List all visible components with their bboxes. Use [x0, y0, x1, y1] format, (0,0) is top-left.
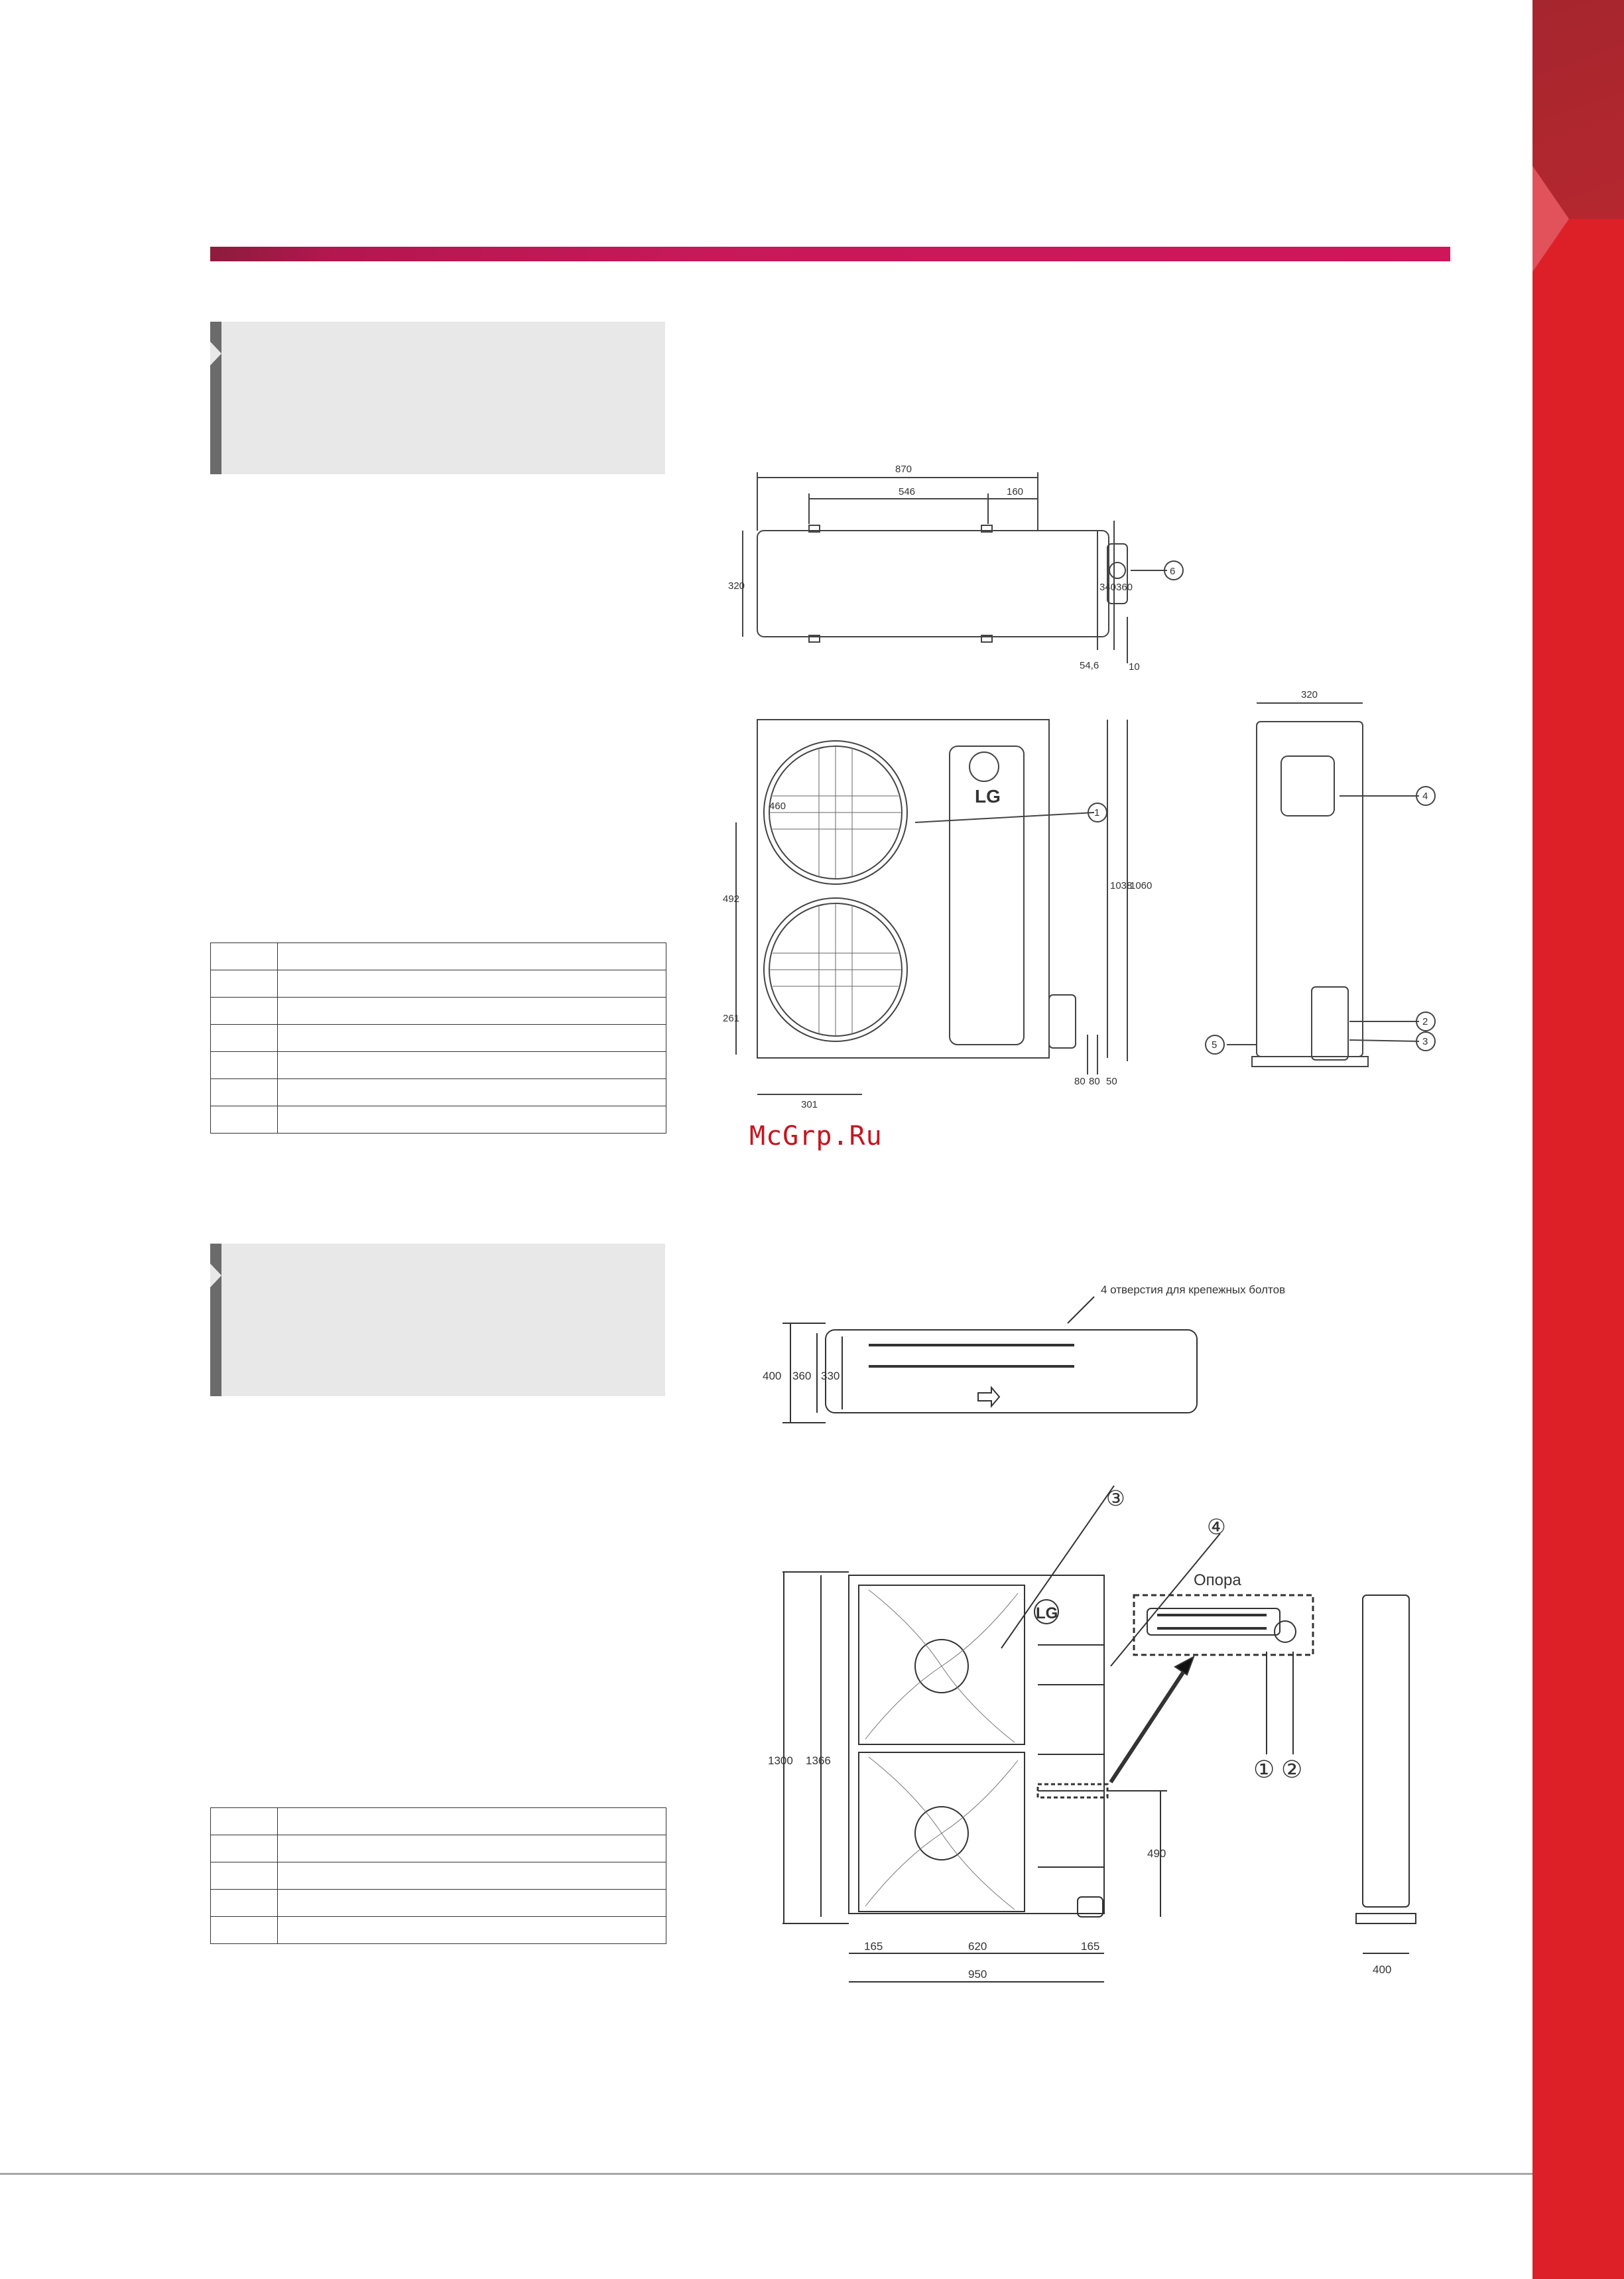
- side-panel-triangle: [1532, 166, 1569, 272]
- dim-340: 340: [1099, 582, 1117, 593]
- dim-460: 460: [769, 801, 786, 812]
- callout-3-label: 3: [1422, 1036, 1428, 1047]
- table-row: [211, 1890, 666, 1917]
- dim-330-top: 330: [821, 1370, 840, 1382]
- dim-50: 50: [1106, 1076, 1117, 1087]
- table-row: [211, 998, 666, 1025]
- dim-165-left: 165: [864, 1940, 883, 1953]
- callout-2-label: 2: [1422, 1016, 1428, 1027]
- dim-950: 950: [968, 1968, 987, 1981]
- dim-546: 546: [899, 486, 916, 497]
- callout-4-label: 4: [1422, 791, 1428, 802]
- dim-490: 490: [1147, 1847, 1166, 1860]
- dim-165-right: 165: [1081, 1940, 1100, 1953]
- table-row: [211, 1917, 666, 1944]
- callout-1-bottom: ①: [1253, 1756, 1275, 1783]
- unit-top-view: [757, 531, 1109, 637]
- footer-rule: [0, 2173, 1532, 2175]
- dim-320: 320: [728, 580, 745, 592]
- dim-1300: 1300: [768, 1754, 793, 1767]
- dim-80-a: 80: [1074, 1076, 1086, 1087]
- callout-4-bottom: ④: [1207, 1515, 1226, 1539]
- table-row: [211, 1025, 666, 1052]
- callout-5-label: 5: [1212, 1039, 1218, 1051]
- table-row: [211, 1862, 666, 1890]
- dim-620: 620: [968, 1940, 987, 1953]
- table-row: [211, 1079, 666, 1106]
- dim-1038: 1038: [1110, 880, 1133, 891]
- dim-870: 870: [895, 464, 912, 475]
- dim-400-top: 400: [763, 1370, 782, 1382]
- section-heading-box-2: [210, 1244, 665, 1396]
- outdoor-unit-drawing-1: [716, 451, 1459, 1110]
- dim-301: 301: [801, 1099, 818, 1110]
- section-heading-box-1: [210, 322, 665, 474]
- dim-360-top: 360: [792, 1370, 812, 1382]
- watermark-text: McGrp.Ru: [749, 1121, 883, 1151]
- support-label: Опора: [1194, 1571, 1241, 1589]
- bolt-holes-note: 4 отверстия для крепежных болтов: [1101, 1283, 1286, 1296]
- unit-side-view-2: [1363, 1595, 1409, 1907]
- parts-table-1: [210, 943, 666, 1134]
- callout-2-bottom: ②: [1281, 1756, 1303, 1783]
- dim-54-6: 54,6: [1080, 660, 1099, 671]
- lg-logo-text-2: LG: [1036, 1604, 1058, 1622]
- dim-400-side: 400: [1373, 1963, 1392, 1976]
- parts-table-2: [210, 1807, 666, 1944]
- dim-1366: 1366: [806, 1754, 831, 1767]
- dim-492: 492: [723, 893, 740, 905]
- dim-10: 10: [1129, 661, 1140, 673]
- table-row: [211, 1835, 666, 1862]
- table-row: [211, 943, 666, 970]
- table-row: [211, 970, 666, 998]
- unit-top-view-2: [826, 1330, 1197, 1413]
- callout-1-label: 1: [1094, 807, 1100, 818]
- side-color-panel: [1532, 0, 1624, 2279]
- header-accent-bar: [210, 247, 1450, 261]
- callout-6-label: 6: [1170, 566, 1176, 577]
- callout-3-bottom: ③: [1106, 1486, 1125, 1510]
- dim-1060: 1060: [1130, 880, 1153, 891]
- side-dim-320: 320: [1301, 689, 1318, 700]
- table-row: [211, 1052, 666, 1079]
- lg-logo-text: LG: [975, 786, 1001, 807]
- table-row: [211, 1808, 666, 1835]
- dim-360: 360: [1116, 582, 1133, 593]
- dim-261: 261: [723, 1013, 740, 1024]
- dim-80-b: 80: [1089, 1076, 1100, 1087]
- outdoor-unit-drawing-2: [743, 1260, 1472, 2003]
- dim-160: 160: [1007, 486, 1024, 497]
- unit-front-view: [757, 720, 1049, 1058]
- lg-logo-icon: [969, 752, 999, 781]
- support-detail-box: [1134, 1595, 1313, 1655]
- table-row: [211, 1106, 666, 1134]
- unit-side-view: [1257, 722, 1363, 1057]
